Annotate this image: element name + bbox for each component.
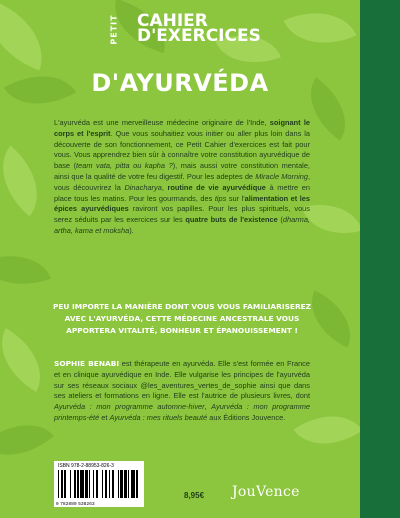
price: 8,95€ bbox=[184, 491, 205, 500]
intro-bold: quatre buts de l'existence bbox=[185, 215, 278, 225]
barcode-bars bbox=[58, 470, 140, 498]
series-logo-main bbox=[136, 11, 261, 46]
leaf-decoration bbox=[0, 405, 54, 474]
author-text: aux Éditions Jouvence. bbox=[207, 412, 286, 422]
publisher-logo: JouVence bbox=[232, 484, 300, 500]
series-logo-line1: CAHIER bbox=[136, 11, 208, 31]
barcode bbox=[54, 461, 144, 507]
author-italic: Ayurvéda : mon programme printemps-été bbox=[54, 402, 310, 422]
intro-text: ). bbox=[129, 225, 134, 235]
intro-text: à mettre en place tous les matins. Pour les gourmands, des bbox=[54, 182, 311, 203]
intro-italic: team vata, pitta ou kapha ? bbox=[76, 161, 173, 171]
intro-text: , bbox=[161, 182, 168, 192]
leaf-decoration bbox=[0, 328, 56, 392]
barcode-stripe bbox=[138, 470, 139, 498]
intro-text: L'ayurvéda est une merveilleuse médecine originaire de l'Inde, bbox=[54, 118, 270, 127]
author-text: et bbox=[99, 412, 110, 422]
intro-bold: soignant le corps et l'esprit bbox=[54, 118, 310, 138]
author-bio bbox=[54, 359, 310, 424]
intro-text: , vous découvrirez la bbox=[54, 171, 310, 192]
book-spine bbox=[360, 0, 400, 518]
series-logo bbox=[0, 11, 360, 46]
intro-paragraph bbox=[54, 118, 310, 237]
intro-italic: Dinacharya bbox=[124, 182, 162, 192]
intro-text: sur l' bbox=[226, 193, 245, 203]
intro-text: raviront vos papilles. Pour les plus spirituels, vous serez séduits par les exercices sur les bbox=[54, 204, 310, 225]
intro-text: . Que vous souhaitiez vous initier ou aller plus loin dans la découverte de son fonctionnement, ce Petit Cahier d'exercices est fait pour vous. Vous apprendrez bien sûr à connaître votre constitution ayurvédique de base ( bbox=[54, 128, 310, 171]
series-logo-line2: D'EXERCICES bbox=[136, 26, 261, 46]
series-logo-small: PETIT bbox=[109, 13, 119, 45]
intro-italic: Miracle Morning bbox=[255, 171, 308, 181]
intro-bold: alimentation et les épices ayurvédiques bbox=[54, 193, 310, 214]
leaf-decoration bbox=[0, 241, 51, 299]
intro-text: ), mais aussi votre constitution mentale, ainsi que la qualité de votre feu digestif. Pour les adeptes de bbox=[54, 161, 310, 181]
author-name: SOPHIE BENABI bbox=[54, 359, 120, 368]
intro-bold: routine de vie ayurvédique bbox=[167, 182, 266, 192]
isbn-label: ISBN 978-2-88953-826-3 bbox=[58, 463, 114, 469]
barcode-digits: 9 782889 538263 bbox=[56, 501, 95, 506]
author-text: , bbox=[204, 402, 212, 412]
author-italic: Ayurvéda : mes rituels beauté bbox=[109, 412, 208, 422]
author-italic: Ayurvéda : mon programme automne-hiver bbox=[54, 402, 205, 412]
intro-italic: tips bbox=[214, 193, 227, 203]
author-text: est thérapeute en ayurvéda. Elle s'est formée en France et en clinique ayurvédique en Inde. Elle vulgarise les principes de l'ayurvéda sur ses réseaux sociaux @les_aventures_vertes_de_sophie ainsi que dans ses ateliers et formations en ligne. Elle est l'autrice de plusieurs livres, dont bbox=[54, 359, 310, 401]
callout-text: PEU IMPORTE LA MANIÈRE DONT VOUS VOUS FAMILIARISEREZ AVEC L'AYURVÉDA, CETTE MÉDECINE ANCESTRALE VOUS APPORTERA VITALITÉ, BONHEUR ET ÉPANOUISSEMENT ! bbox=[52, 302, 312, 335]
leaf-decoration bbox=[302, 194, 362, 244]
intro-text: ( bbox=[277, 215, 283, 225]
intro-italic: dharma, artha, kama et moksha bbox=[54, 215, 310, 235]
leaf-decoration bbox=[0, 146, 56, 217]
book-title: D'AYURVÉDA bbox=[91, 69, 269, 97]
